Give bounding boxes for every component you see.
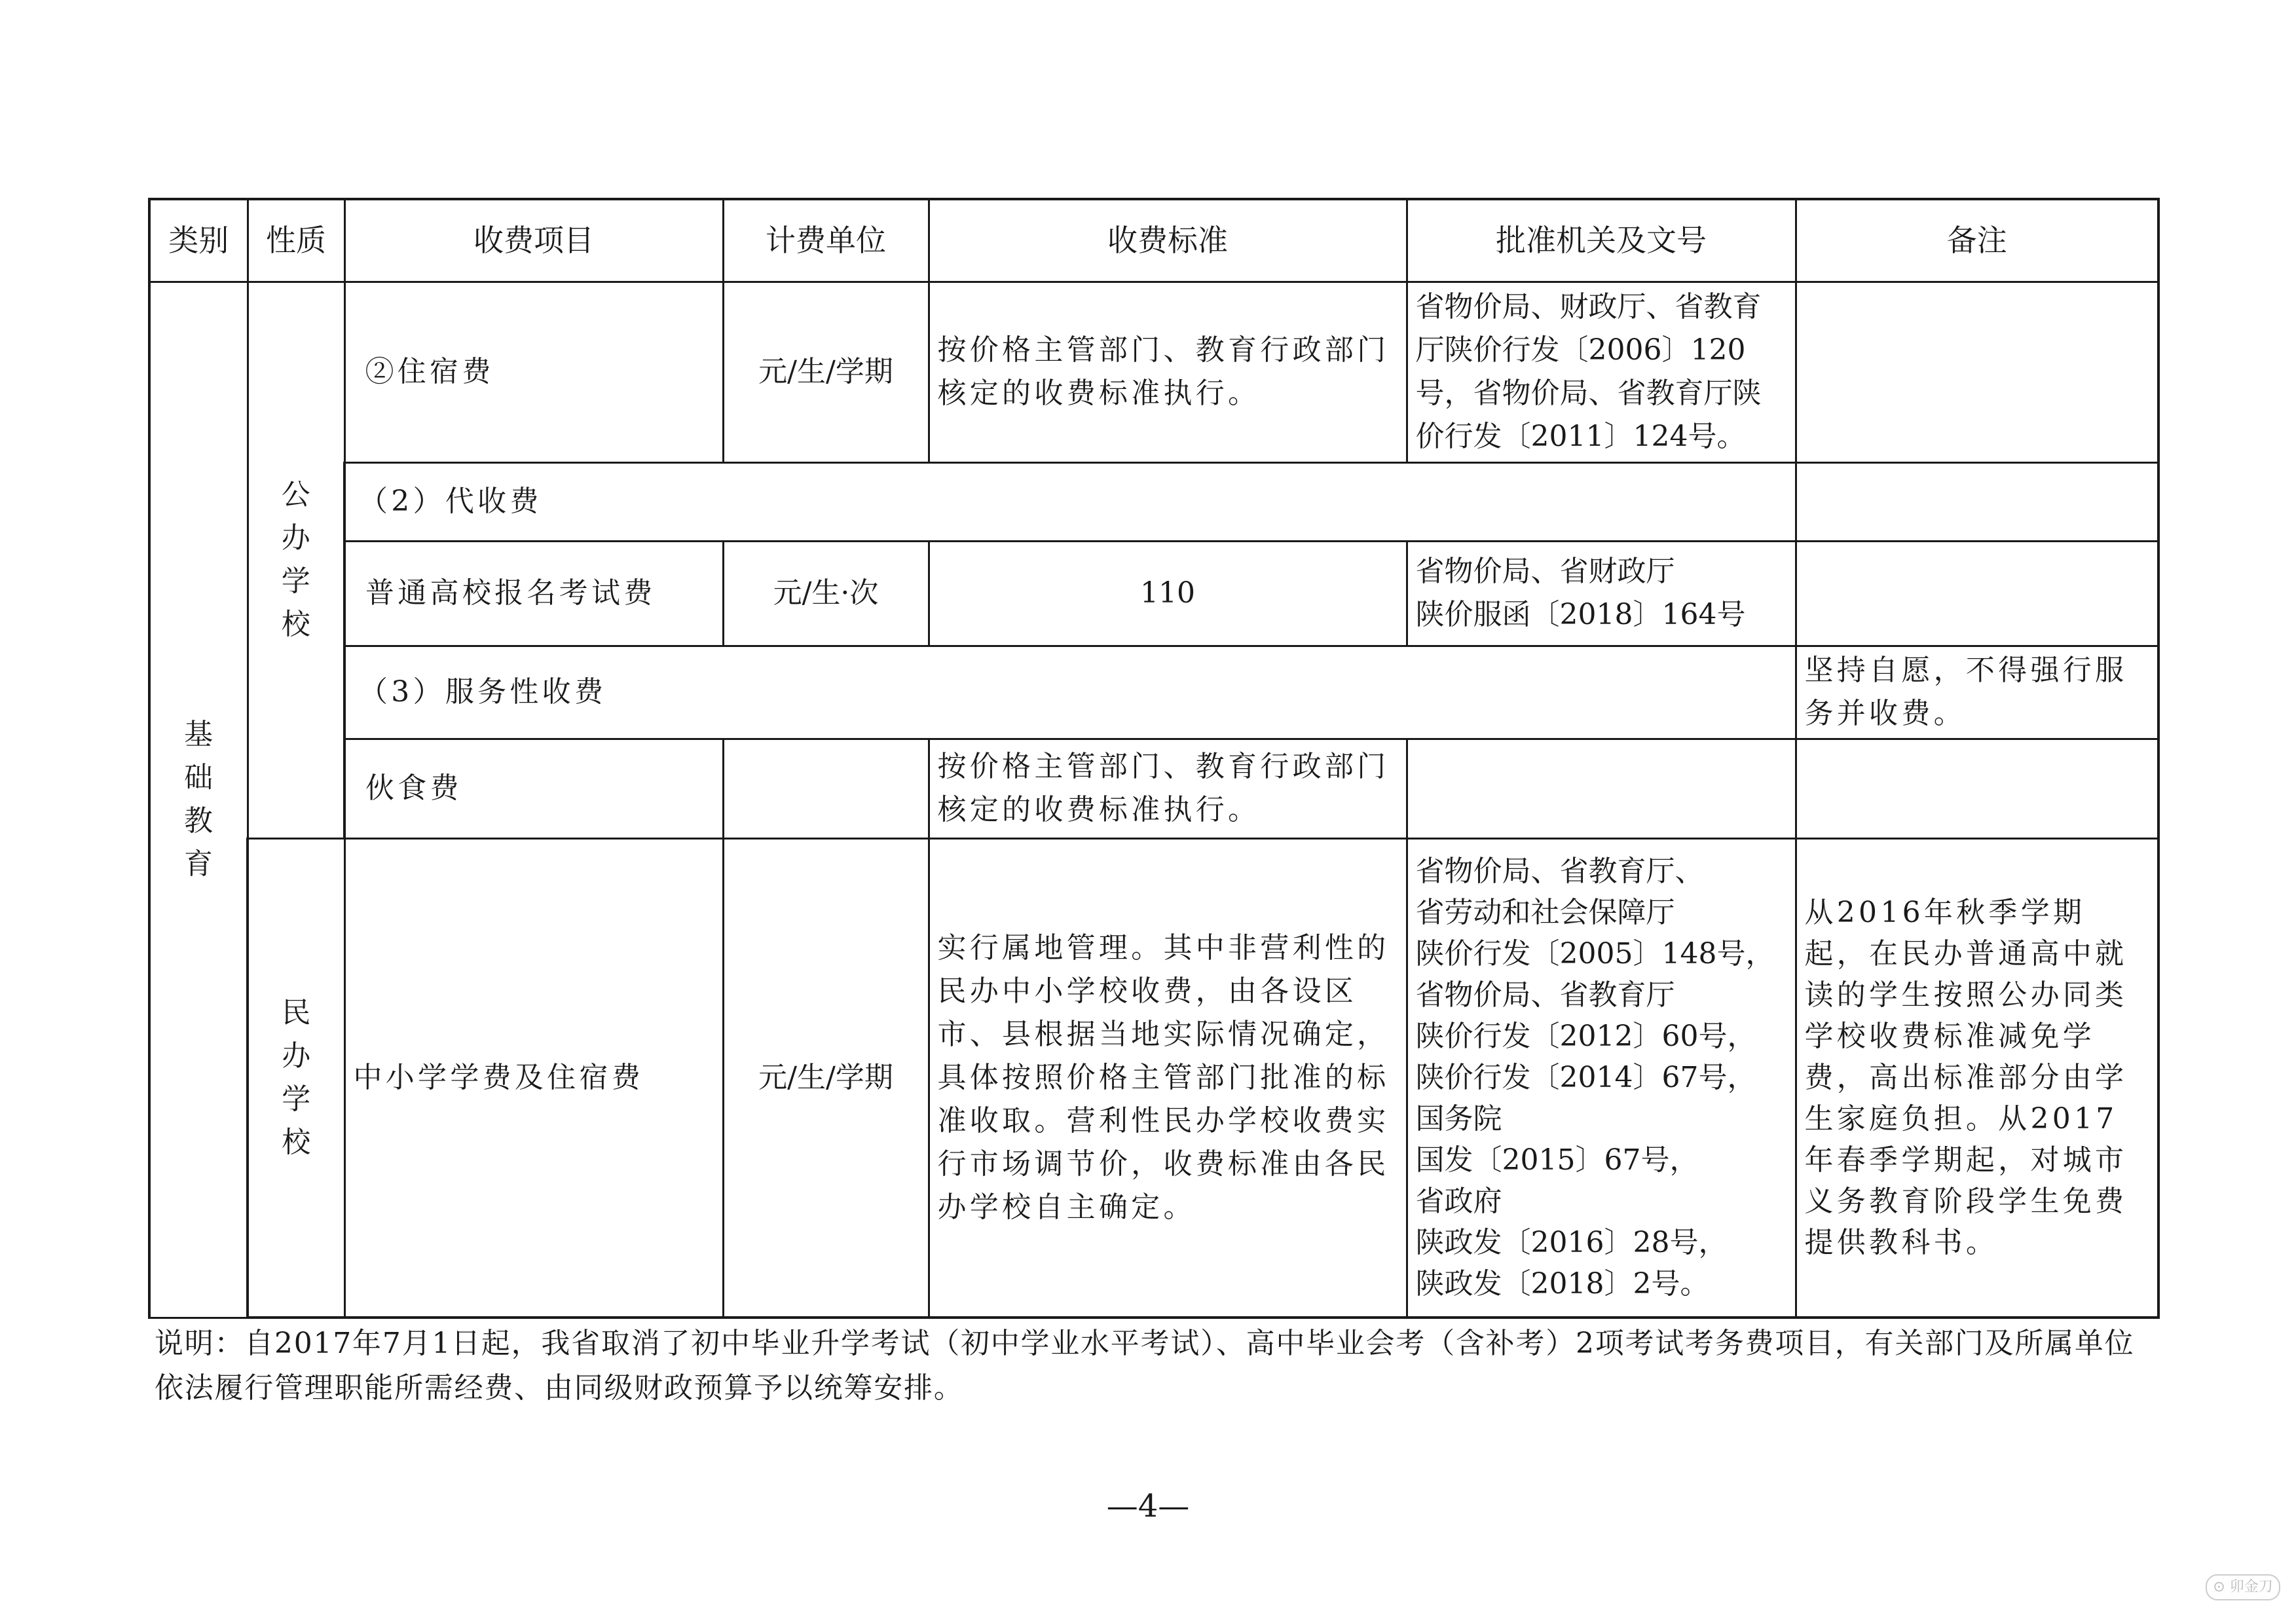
fee-standard-cell: 实行属地管理。其中非营利性的民办中小学校收费，由各设区市、县根据当地实际情况确定，具体按照价格主管部门批准的标准收取。营利性民办学校收费实行市场调节价，收费标准由各民办学校自主确定。 (929, 838, 1407, 1318)
fee-item-cell: 普通高校报名考试费 (344, 541, 723, 646)
fee-item-cell: ②住宿费 (344, 282, 723, 462)
fee-standard-cell: 按价格主管部门、教育行政部门核定的收费标准执行。 (929, 739, 1407, 838)
fee-item-cell: 中小学学费及住宿费 (344, 838, 723, 1318)
table-row (149, 739, 2158, 838)
header-approval-authority: 批准机关及文号 (1407, 199, 1796, 282)
remark-cell (1796, 739, 2158, 838)
section-label: （3）服务性收费 (344, 646, 1796, 739)
fee-standard-cell: 按价格主管部门、教育行政部门核定的收费标准执行。 (929, 282, 1407, 462)
billing-unit-cell: 元/生/学期 (723, 282, 929, 462)
header-fee-standard: 收费标准 (929, 199, 1407, 282)
billing-unit-cell: 元/生/学期 (723, 838, 929, 1318)
watermark-logo: ⊙ 卯金刀 (2206, 1574, 2280, 1600)
fee-table (148, 198, 2160, 1319)
fee-standard-cell: 110 (929, 541, 1407, 646)
remark-cell (1796, 282, 2158, 462)
table-row (149, 541, 2158, 646)
approval-authority-cell (1407, 739, 1796, 838)
billing-unit-cell: 元/生·次 (723, 541, 929, 646)
table-section-row (149, 646, 2158, 739)
table-header-row (149, 199, 2158, 282)
billing-unit-cell (723, 739, 929, 838)
header-category: 类别 (149, 199, 248, 282)
remark-cell: 从2016年秋季学期起，在民办普通高中就读的学生按照公办同类学校收费标准减免学费，高出标准部分由学生家庭负担。从2017年春季学期起，对城市义务教育阶段学生免费提供教科书。 (1796, 838, 2158, 1318)
page-number: —4— (1106, 1488, 1190, 1524)
table-footnote: 说明：自2017年7月1日起，我省取消了初中毕业升学考试（初中学业水平考试）、高中毕业会考（含补考）2项考试考务费项目，有关部门及所属单位依法履行管理职能所需经费、由同级财政预算予以统筹安排。 (155, 1327, 2135, 1405)
public-school-cell (248, 282, 344, 838)
header-fee-item: 收费项目 (344, 199, 723, 282)
remark-cell: 坚持自愿，不得强行服务并收费。 (1796, 646, 2158, 739)
approval-authority-cell: 省物价局、省教育厅、 省劳动和社会保障厅 陕价行发〔2005〕148号， 省物价局、省教育厅 陕价行发〔2012〕60号， 陕价行发〔2014〕67号， 国务院 国发〔2015〕67号， 省政府 陕政发〔2016〕28号， 陕政发〔2018〕2号。 (1407, 838, 1796, 1318)
category-cell (149, 282, 248, 1318)
table-row (149, 838, 2158, 1318)
approval-authority-cell: 省物价局、财政厅、省教育厅陕价行发〔2006〕120号，省物价局、省教育厅陕价行发〔2011〕124号。 (1407, 282, 1796, 462)
header-billing-unit: 计费单位 (723, 199, 929, 282)
approval-authority-cell: 省物价局、省财政厅 陕价服函〔2018〕164号 (1407, 541, 1796, 646)
header-remark: 备注 (1796, 199, 2158, 282)
remark-cell (1796, 462, 2158, 541)
remark-cell (1796, 541, 2158, 646)
section-label: （2）代收费 (344, 462, 1796, 541)
table-row (149, 282, 2158, 462)
public-school-label: 公办学校 (281, 478, 310, 641)
category-label: 基础教育 (184, 718, 213, 881)
table-section-row (149, 462, 2158, 541)
private-school-cell (248, 838, 344, 1318)
header-nature: 性质 (248, 199, 344, 282)
fee-item-cell: 伙食费 (344, 739, 723, 838)
private-school-label: 民办学校 (282, 995, 311, 1159)
